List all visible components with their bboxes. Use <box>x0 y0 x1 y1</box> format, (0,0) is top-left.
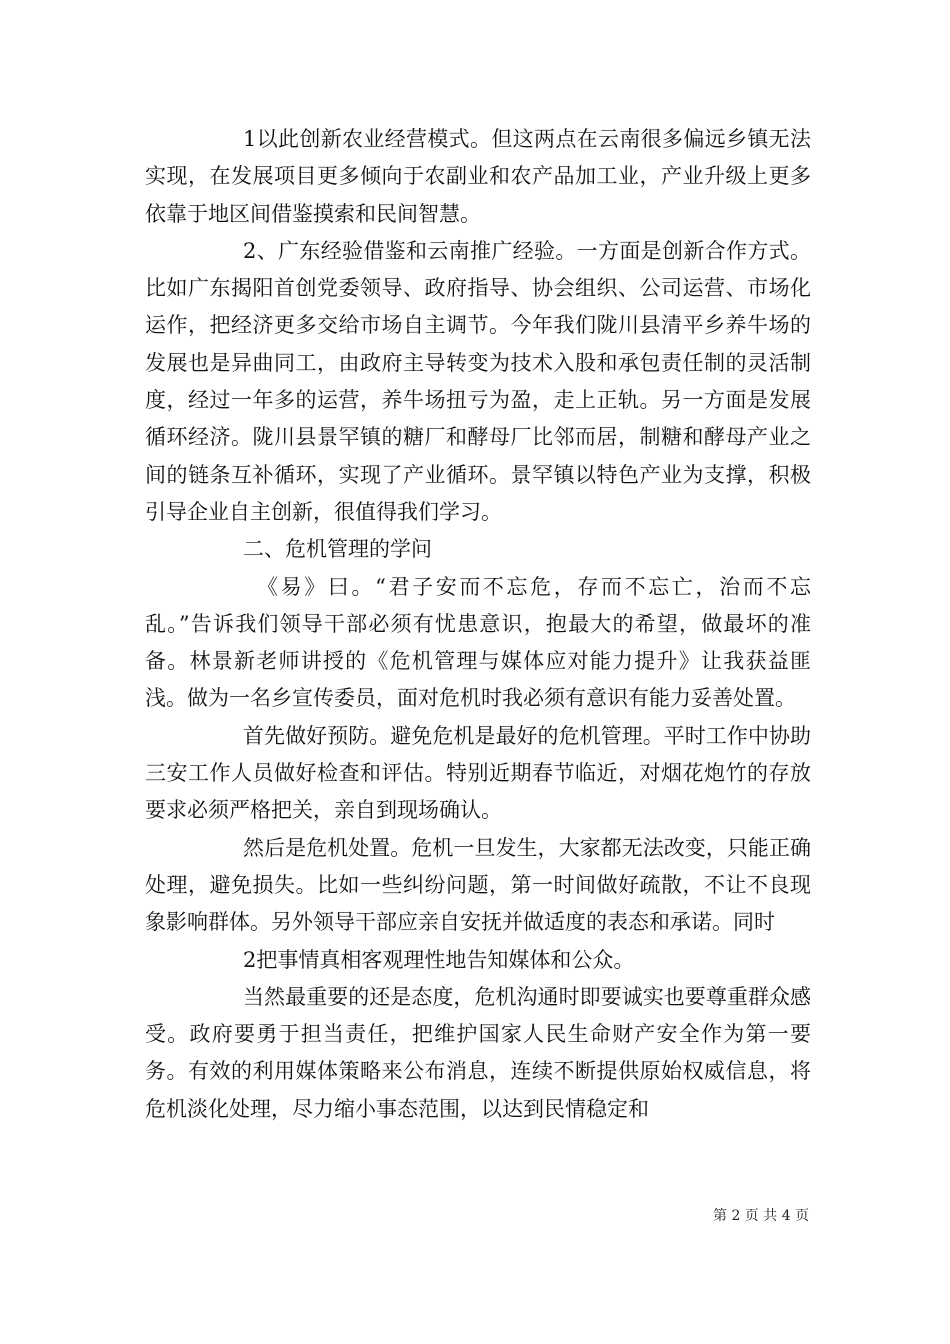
page-number-footer: 第 2 页 共 4 页 <box>713 1208 810 1224</box>
document-body <box>145 121 811 1128</box>
paragraph-prevention: 首先做好预防。避免危机是最好的危机管理。平时工作中协助三安工作人员做好检查和评估。特别近期春节临近，对烟花炮竹的存放要求必须严格把关，亲自到现场确认。 <box>145 723 811 823</box>
paragraph-crisis-handling: 然后是危机处置。危机一旦发生，大家都无法改变，只能正确处理，避免损失。比如一些纠纷问题，第一时间做好疏散，不让不良现象影响群体。另外领导干部应亲自安抚并做适度的表态和承诺。同时 <box>145 835 811 935</box>
paragraph-inform-media: 2把事情真相客观理性地告知媒体和公众。 <box>243 947 635 972</box>
paragraph-farming-model: 1以此创新农业经营模式。但这两点在云南很多偏远乡镇无法实现，在发展项目更多倾向于农副业和农产品加工业，产业升级上更多依靠于地区间借鉴摸索和民间智慧。 <box>145 127 811 226</box>
section-heading-crisis-management: 二、危机管理的学问 <box>243 537 432 562</box>
paragraph-yi-quote: 《易》曰。“君子安而不忘危，存而不忘亡，治而不忘乱。”告诉我们领导干部必须有忧患意识，抱最大的希望，做最坏的准备。林景新老师讲授的《危机管理与媒体应对能力提升》让我获益匪浅。做为一名乡宣传委员，面对危机时我必须有意识有能力妥善处置。 <box>145 574 811 711</box>
paragraph-guangdong-experience: 2、广东经验借鉴和云南推广经验。一方面是创新合作方式。比如广东揭阳首创党委领导、政府指导、协会组织、公司运营、市场化运作，把经济更多交给市场自主调节。今年我们陇川县清平乡养牛场的发展也是异曲同工，由政府主导转变为技术入股和承包责任制的灵活制度，经过一年多的运营，养牛场扭亏为盈，走上正轨。另一方面是发展循环经济。陇川县景罕镇的糖厂和酵母厂比邻而居，制糖和酵母产业之间的链条互补循环，实现了产业循环。景罕镇以特色产业为支撑，积极引导企业自主创新，很值得我们学习。 <box>145 238 811 524</box>
paragraph-attitude: 当然最重要的还是态度，危机沟通时即要诚实也要尊重群众感受。政府要勇于担当责任，把维护国家人民生命财产安全作为第一要务。有效的利用媒体策略来公布消息，连续不断提供原始权威信息，将危机淡化处理，尽力缩小事态范围，以达到民情稳定和 <box>145 984 811 1121</box>
